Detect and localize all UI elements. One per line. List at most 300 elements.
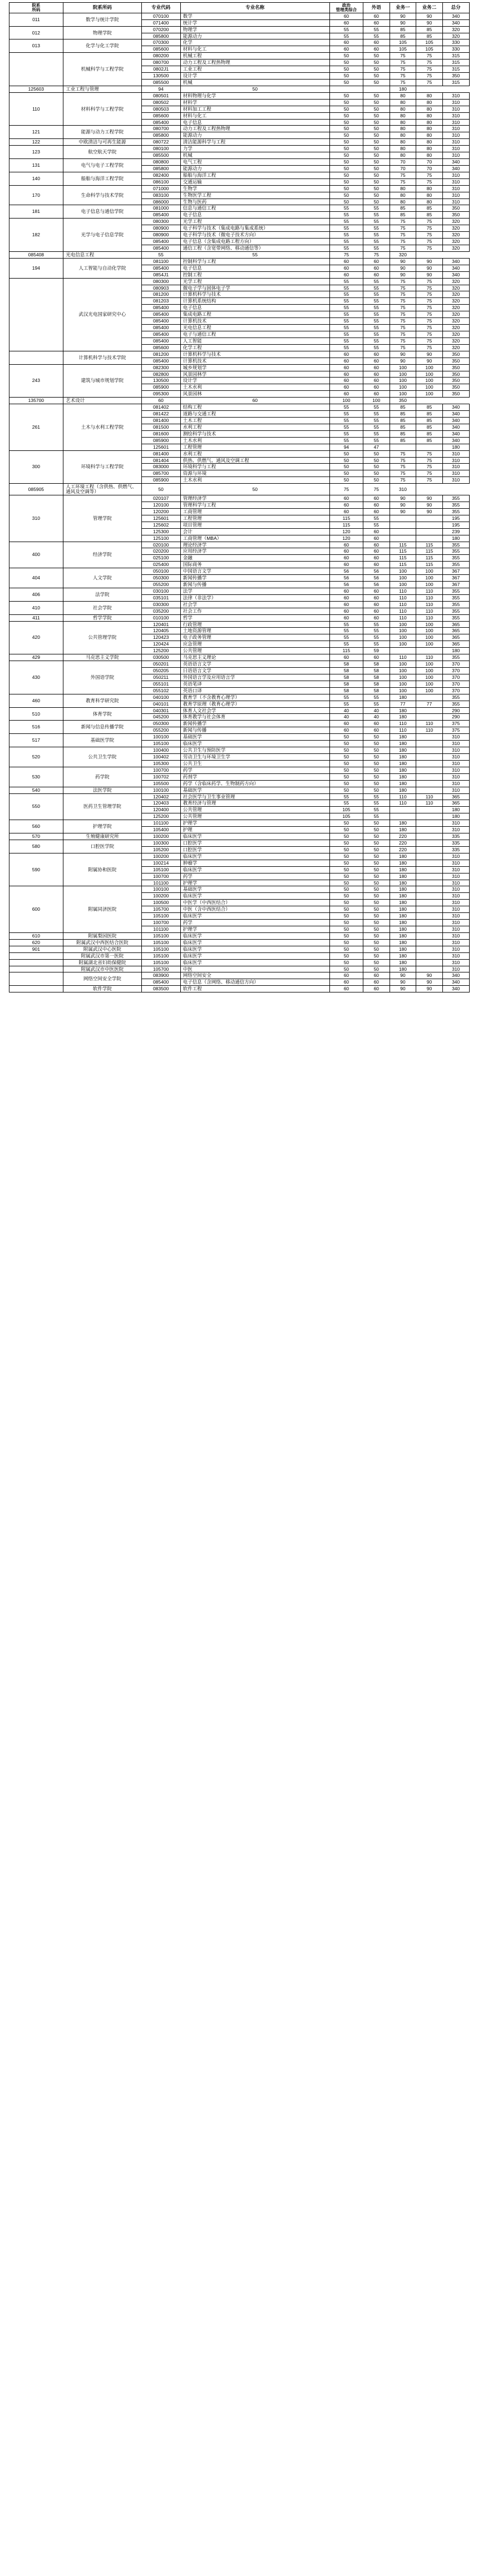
business1-score-cell: 85 xyxy=(390,212,416,219)
college-name-cell: 环境科学与工程学院 xyxy=(63,450,141,484)
total-score-cell: 340 xyxy=(442,265,469,271)
business2-score-cell: 80 xyxy=(416,192,443,198)
table-row xyxy=(9,159,469,166)
major-name-cell: 设计学 xyxy=(180,378,329,384)
foreign-score-cell: 50 xyxy=(363,926,390,932)
major-code-cell: 105700 xyxy=(141,966,180,972)
total-score-cell: 180 xyxy=(442,648,469,654)
business1-score-cell xyxy=(390,528,416,535)
total-score-cell: 310 xyxy=(442,146,469,152)
major-code-cell: 082300 xyxy=(141,364,180,371)
major-code-cell: 020100 xyxy=(141,542,180,548)
business1-score-cell: 75 xyxy=(390,232,416,239)
total-score-cell: 180 xyxy=(442,444,469,450)
politics-score-cell: 50 xyxy=(329,853,363,860)
politics-score-cell: 105 xyxy=(329,813,363,820)
foreign-score-cell: 60 xyxy=(363,19,390,26)
th-politics: 政治 管理类综合 xyxy=(329,3,363,13)
major-code-cell: 081400 xyxy=(141,450,180,457)
business1-score-cell: 110 xyxy=(390,614,416,621)
college-code-cell: 510 xyxy=(9,707,63,721)
major-name-cell: 工业工程 xyxy=(180,66,329,73)
college-name-cell: 马克思主义学院 xyxy=(63,654,141,661)
business2-score-cell: 110 xyxy=(416,793,443,800)
total-score-cell: 310 xyxy=(442,926,469,932)
business2-score-cell xyxy=(416,913,443,920)
foreign-score-cell: 55 xyxy=(363,298,390,305)
business1-score-cell: 100 xyxy=(390,575,416,582)
total-score-cell: 310 xyxy=(442,946,469,952)
politics-score-cell: 58 xyxy=(329,687,363,694)
major-name-cell: 工程管理 xyxy=(180,515,329,522)
politics-score-cell: 55 xyxy=(329,701,363,707)
foreign-score-cell: 55 xyxy=(180,251,329,258)
politics-score-cell: 50 xyxy=(329,73,363,80)
politics-score-cell: 60 xyxy=(329,19,363,26)
total-score-cell: 365 xyxy=(442,634,469,641)
politics-score-cell: 50 xyxy=(329,59,363,66)
business1-score-cell: 80 xyxy=(390,185,416,192)
politics-score-cell: 58 xyxy=(329,674,363,681)
major-code-cell: 030500 xyxy=(141,654,180,661)
major-name-cell: 电子信息（含集成电路工程方向） xyxy=(180,239,329,245)
politics-score-cell: 55 xyxy=(329,318,363,325)
college-code-cell: 517 xyxy=(9,734,63,747)
business1-score-cell: 75 xyxy=(390,318,416,325)
total-score-cell: 310 xyxy=(442,185,469,192)
major-name-cell: 人工环境工程（含供热、供燃气、通风及空调等） xyxy=(63,484,141,495)
major-name-cell: 控制工程 xyxy=(180,271,329,278)
politics-score-cell: 60 xyxy=(329,608,363,614)
politics-score-cell: 55 xyxy=(329,219,363,225)
major-code-cell: 081400 xyxy=(141,417,180,424)
business1-score-cell: 180 xyxy=(390,734,416,741)
business1-score-cell: 75 xyxy=(390,457,416,464)
college-code-cell: 013 xyxy=(9,39,63,53)
total-score-cell: 310 xyxy=(442,860,469,866)
business2-score-cell: 90 xyxy=(416,502,443,508)
major-name-cell: 药学 xyxy=(180,920,329,926)
total-score-cell: 365 xyxy=(442,793,469,800)
college-name-cell: 人工智能与自动化学院 xyxy=(63,258,141,278)
major-name-cell: 土木工程 xyxy=(180,417,329,424)
major-code-cell: 025100 xyxy=(141,555,180,562)
business2-score-cell: 100 xyxy=(416,364,443,371)
college-code-cell xyxy=(9,986,63,992)
major-code-cell: 080722 xyxy=(141,139,180,146)
total-score-cell: 310 xyxy=(442,853,469,860)
major-name-cell: 材料与化工 xyxy=(180,46,329,53)
total-score-cell: 320 xyxy=(442,311,469,318)
foreign-score-cell: 60 xyxy=(363,495,390,502)
business2-score-cell xyxy=(416,873,443,880)
total-score-cell: 310 xyxy=(442,99,469,106)
major-name-cell: 人工智能 xyxy=(180,337,329,344)
politics-score-cell: 60 xyxy=(329,979,363,986)
politics-score-cell: 50 xyxy=(329,165,363,172)
total-score-cell: 310 xyxy=(442,470,469,477)
total-score-cell: 310 xyxy=(442,966,469,972)
total-score-cell: 340 xyxy=(442,404,469,411)
total-score-cell: 355 xyxy=(442,608,469,614)
foreign-score-cell: 50 xyxy=(363,159,390,166)
college-name-cell: 社会学院 xyxy=(63,601,141,614)
foreign-score-cell: 60 xyxy=(363,594,390,601)
business1-score-cell: 75 xyxy=(390,450,416,457)
politics-score-cell: 60 xyxy=(329,562,363,568)
business1-score-cell: 180 xyxy=(390,787,416,793)
table-row xyxy=(9,251,469,258)
major-name-cell: 护理学 xyxy=(180,880,329,886)
politics-score-cell: 60 xyxy=(329,654,363,661)
foreign-score-cell: 58 xyxy=(363,681,390,687)
major-name-cell: 风景园林学 xyxy=(180,371,329,378)
total-score-cell: 375 xyxy=(442,727,469,734)
business2-score-cell: 90 xyxy=(416,265,443,271)
table-row xyxy=(9,219,469,225)
foreign-score-cell: 60 xyxy=(363,271,390,278)
foreign-score-cell: 50 xyxy=(363,920,390,926)
major-code-cell: 085600 xyxy=(141,344,180,351)
total-score-cell: 350 xyxy=(442,371,469,378)
major-name-cell: 教育学（不含教育心理学） xyxy=(180,694,329,701)
major-code-cell: 120405 xyxy=(141,628,180,634)
business2-score-cell: 85 xyxy=(416,404,443,411)
major-code-cell: 081203 xyxy=(141,298,180,305)
major-code-cell: 120400 xyxy=(141,807,180,813)
total-score-cell: 315 xyxy=(442,59,469,66)
college-code-cell: 194 xyxy=(9,258,63,278)
foreign-score-cell: 55 xyxy=(363,411,390,418)
politics-score-cell: 60 xyxy=(329,265,363,271)
college-code-cell: 140 xyxy=(9,172,63,185)
major-name-cell: 水利工程 xyxy=(180,424,329,430)
major-name-cell: 力学 xyxy=(180,146,329,152)
business2-score-cell: 75 xyxy=(416,464,443,470)
major-name-cell: 公共管理 xyxy=(180,813,329,820)
college-name-cell: 附属武汉市中医医院 xyxy=(63,966,141,972)
politics-score-cell: 50 xyxy=(329,464,363,470)
politics-score-cell: 60 xyxy=(329,13,363,19)
business2-score-cell xyxy=(416,886,443,893)
major-code-cell: 010100 xyxy=(141,614,180,621)
foreign-score-cell: 50 xyxy=(363,734,390,741)
foreign-score-cell: 55 xyxy=(363,285,390,291)
foreign-score-cell: 40 xyxy=(363,714,390,721)
business1-score-cell: 180 xyxy=(390,820,416,827)
foreign-score-cell: 60 xyxy=(363,601,390,608)
total-score-cell: 310 xyxy=(442,119,469,126)
business2-score-cell: 100 xyxy=(416,582,443,588)
college-name-cell: 软件学院 xyxy=(63,986,141,992)
total-score-cell: 330 xyxy=(442,46,469,53)
college-code-cell: 550 xyxy=(9,793,63,820)
college-name-cell: 机械科学与工程学院 xyxy=(63,53,141,86)
major-name-cell: 电子信息（含网络、移动通信方向） xyxy=(180,979,329,986)
business2-score-cell xyxy=(416,515,443,522)
major-code-cell: 085900 xyxy=(141,437,180,444)
business2-score-cell xyxy=(363,86,390,92)
college-code-cell: 110 xyxy=(9,92,63,126)
major-name-cell: 药剂学 xyxy=(180,773,329,780)
business2-score-cell: 85 xyxy=(416,205,443,212)
foreign-score-cell: 50 xyxy=(363,913,390,920)
th-college-code: 院系 所码 xyxy=(9,3,63,13)
college-code-cell: 901 xyxy=(9,946,63,952)
table-row xyxy=(9,92,469,99)
business1-score-cell: 180 xyxy=(390,959,416,966)
college-name-cell: 附属武汉中西医结合医院 xyxy=(63,939,141,946)
foreign-score-cell: 50 xyxy=(363,760,390,767)
college-name-cell: 武汉光电国家研究中心 xyxy=(63,278,141,351)
total-score-cell: 310 xyxy=(442,760,469,767)
college-name-cell: 附属同济医院 xyxy=(63,886,141,932)
college-code-cell: 410 xyxy=(9,601,63,614)
politics-score-cell: 55 xyxy=(329,232,363,239)
business1-score-cell: 110 xyxy=(390,727,416,734)
total-score-cell: 310 xyxy=(442,139,469,146)
foreign-score-cell: 50 xyxy=(363,92,390,99)
major-code-cell: 085400 xyxy=(141,245,180,252)
business2-score-cell xyxy=(416,522,443,528)
major-code-cell: 085400 xyxy=(141,239,180,245)
major-name-cell: 设计学 xyxy=(180,73,329,80)
major-name-cell: 电子信息 xyxy=(180,119,329,126)
foreign-score-cell: 50 xyxy=(363,79,390,86)
business1-score-cell: 100 xyxy=(390,378,416,384)
major-code-cell: 020200 xyxy=(141,548,180,555)
major-code-cell: 085408 xyxy=(9,251,63,258)
college-code-cell: 122 xyxy=(9,139,63,146)
politics-score-cell: 60 xyxy=(329,502,363,508)
foreign-score-cell: 55 xyxy=(363,430,390,437)
total-score-cell: 365 xyxy=(442,800,469,807)
major-code-cell: 100400 xyxy=(141,747,180,754)
table-row xyxy=(9,398,469,404)
politics-score-cell: 50 xyxy=(329,760,363,767)
major-code-cell: 085400 xyxy=(141,325,180,331)
politics-score-cell: 60 xyxy=(329,271,363,278)
politics-score-cell: 55 xyxy=(329,225,363,232)
college-code-cell xyxy=(9,952,63,959)
foreign-score-cell: 50 xyxy=(363,932,390,939)
foreign-score-cell: 55 xyxy=(363,641,390,648)
major-code-cell: 085400 xyxy=(141,212,180,219)
total-score-cell: 310 xyxy=(442,477,469,484)
business2-score-cell: 90 xyxy=(416,351,443,358)
college-name-cell: 经济学院 xyxy=(63,542,141,568)
business2-score-cell xyxy=(416,920,443,926)
business1-score-cell: 80 xyxy=(390,126,416,132)
total-score-cell: 340 xyxy=(442,165,469,172)
politics-score-cell: 50 xyxy=(329,79,363,86)
major-name-cell: 临床医学 xyxy=(180,741,329,747)
college-code-cell xyxy=(9,959,63,966)
major-name-cell: 材料加工工程 xyxy=(180,106,329,112)
table-row xyxy=(9,767,469,773)
foreign-score-cell: 50 xyxy=(363,139,390,146)
table-row xyxy=(9,886,469,893)
foreign-score-cell: 50 xyxy=(363,886,390,893)
business1-score-cell: 90 xyxy=(390,986,416,992)
business1-score-cell: 180 xyxy=(390,893,416,900)
total-score-cell: 310 xyxy=(442,900,469,906)
politics-score-cell: 50 xyxy=(329,873,363,880)
business2-score-cell: 90 xyxy=(416,495,443,502)
major-name-cell: 应急管理 xyxy=(180,641,329,648)
major-code-cell: 040301 xyxy=(141,707,180,714)
foreign-score-cell: 60 xyxy=(363,608,390,614)
business2-score-cell xyxy=(416,535,443,542)
foreign-score-cell: 55 xyxy=(363,800,390,807)
table-row xyxy=(9,588,469,594)
college-code-cell: 182 xyxy=(9,219,63,252)
total-score-cell: 340 xyxy=(442,159,469,166)
major-name-cell: 应用经济学 xyxy=(180,548,329,555)
major-name-cell: 材料与化工 xyxy=(180,112,329,119)
business2-score-cell: 115 xyxy=(416,555,443,562)
business1-score-cell: 110 xyxy=(390,793,416,800)
major-name-cell: 理论经济学 xyxy=(180,542,329,548)
major-code-cell: 082800 xyxy=(141,371,180,378)
th-foreign: 外语 xyxy=(363,3,390,13)
major-name-cell: 计算机系统结构 xyxy=(180,298,329,305)
foreign-score-cell: 60 xyxy=(180,398,329,404)
major-name-cell: 生物医学工程 xyxy=(180,192,329,198)
business2-score-cell: 110 xyxy=(416,614,443,621)
politics-score-cell: 50 xyxy=(329,741,363,747)
politics-score-cell: 55 xyxy=(329,430,363,437)
major-name-cell: 社会医学与卫生事业管理 xyxy=(180,793,329,800)
major-code-cell: 130500 xyxy=(141,378,180,384)
table-row xyxy=(9,734,469,741)
business1-score-cell: 115 xyxy=(390,555,416,562)
foreign-score-cell: 60 xyxy=(363,384,390,391)
business1-score-cell: 75 xyxy=(390,291,416,298)
business1-score-cell: 75 xyxy=(390,325,416,331)
politics-score-cell: 60 xyxy=(329,972,363,979)
major-name-cell: 药学 xyxy=(180,873,329,880)
major-code-cell: 050205 xyxy=(141,668,180,674)
politics-score-cell: 50 xyxy=(329,866,363,873)
business1-score-cell: 90 xyxy=(390,265,416,271)
major-name-cell: 社会学 xyxy=(180,601,329,608)
major-name-cell: 护理 xyxy=(180,827,329,833)
major-name-cell: 临床医学 xyxy=(180,893,329,900)
politics-score-cell: 50 xyxy=(329,192,363,198)
total-score-cell: 310 xyxy=(442,820,469,827)
business2-score-cell: 110 xyxy=(416,588,443,594)
business2-score-cell xyxy=(416,932,443,939)
college-name-cell: 光学与电子信息学院 xyxy=(63,219,141,252)
business2-score-cell xyxy=(416,741,443,747)
major-code-cell: 105200 xyxy=(141,846,180,853)
major-code-cell: 070100 xyxy=(141,13,180,19)
major-name-cell: 风景园林 xyxy=(180,391,329,398)
business2-score-cell: 75 xyxy=(416,298,443,305)
major-code-cell: 100214 xyxy=(141,860,180,866)
business2-score-cell xyxy=(416,846,443,853)
major-name-cell: 清洁能源科学与工程 xyxy=(180,139,329,146)
major-code-cell: 105100 xyxy=(141,952,180,959)
politics-score-cell: 120 xyxy=(329,535,363,542)
foreign-score-cell: 60 xyxy=(363,378,390,384)
foreign-score-cell: 50 xyxy=(363,873,390,880)
major-name-cell: 临床医学 xyxy=(180,833,329,840)
foreign-score-cell: 55 xyxy=(363,424,390,430)
politics-score-cell: 55 xyxy=(329,26,363,33)
business1-score-cell: 180 xyxy=(390,926,416,932)
politics-score-cell: 55 xyxy=(329,212,363,219)
foreign-score-cell: 50 xyxy=(363,754,390,761)
foreign-score-cell: 60 xyxy=(363,46,390,53)
business1-score-cell: 100 xyxy=(390,371,416,378)
major-code-cell: 085400 xyxy=(141,305,180,311)
major-code-cell: 100100 xyxy=(141,886,180,893)
politics-score-cell: 55 xyxy=(329,404,363,411)
politics-score-cell: 60 xyxy=(329,364,363,371)
college-name-cell: 生命科学与技术学院 xyxy=(63,185,141,205)
business1-score-cell: 70 xyxy=(390,159,416,166)
major-name-cell: 中医 xyxy=(180,966,329,972)
total-score-cell: 180 xyxy=(442,813,469,820)
politics-score-cell: 55 xyxy=(329,298,363,305)
major-code-cell: 085500 xyxy=(141,152,180,159)
business2-score-cell: 100 xyxy=(416,687,443,694)
major-name-cell: 供热、供燃气、通风及空调工程 xyxy=(180,457,329,464)
foreign-score-cell: 50 xyxy=(363,787,390,793)
college-name-cell: 医药卫生管理学院 xyxy=(63,793,141,820)
foreign-score-cell: 56 xyxy=(363,582,390,588)
business1-score-cell: 80 xyxy=(390,112,416,119)
major-name-cell: 基础医学 xyxy=(180,787,329,793)
politics-score-cell: 50 xyxy=(329,926,363,932)
foreign-score-cell: 56 xyxy=(363,575,390,582)
foreign-score-cell: 50 xyxy=(363,893,390,900)
college-code-cell: 121 xyxy=(9,126,63,139)
foreign-score-cell: 50 xyxy=(363,946,390,952)
business1-score-cell: 180 xyxy=(390,920,416,926)
major-code-cell: 050211 xyxy=(141,674,180,681)
total-score-cell: 320 xyxy=(442,232,469,239)
major-name-cell: 材料物理与化学 xyxy=(180,92,329,99)
college-name-cell: 网络空间安全学院 xyxy=(63,972,141,986)
major-code-cell: 083100 xyxy=(141,192,180,198)
foreign-score-cell: 55 xyxy=(363,325,390,331)
total-score-cell: 350 xyxy=(442,351,469,358)
business1-score-cell: 105 xyxy=(390,46,416,53)
total-score-cell: 340 xyxy=(442,13,469,19)
business2-score-cell: 100 xyxy=(416,661,443,668)
major-code-cell: 080800 xyxy=(141,159,180,166)
major-name-cell: 体育人文社会学 xyxy=(180,707,329,714)
politics-score-cell: 55 xyxy=(329,205,363,212)
major-code-cell: 125300 xyxy=(141,528,180,535)
politics-score-cell: 50 xyxy=(329,787,363,793)
business2-score-cell: 75 xyxy=(363,251,390,258)
total-score-cell: 310 xyxy=(442,827,469,833)
business2-score-cell xyxy=(416,714,443,721)
foreign-score-cell: 55 xyxy=(363,232,390,239)
total-score-cell: 310 xyxy=(442,932,469,939)
total-score-cell: 310 xyxy=(442,126,469,132)
total-score-cell: 180 xyxy=(442,807,469,813)
business1-score-cell: 80 xyxy=(390,99,416,106)
major-name-cell: 艺术设计 xyxy=(63,398,141,404)
politics-score-cell: 50 xyxy=(329,820,363,827)
foreign-score-cell: 60 xyxy=(363,265,390,271)
college-code-cell: 460 xyxy=(9,694,63,707)
